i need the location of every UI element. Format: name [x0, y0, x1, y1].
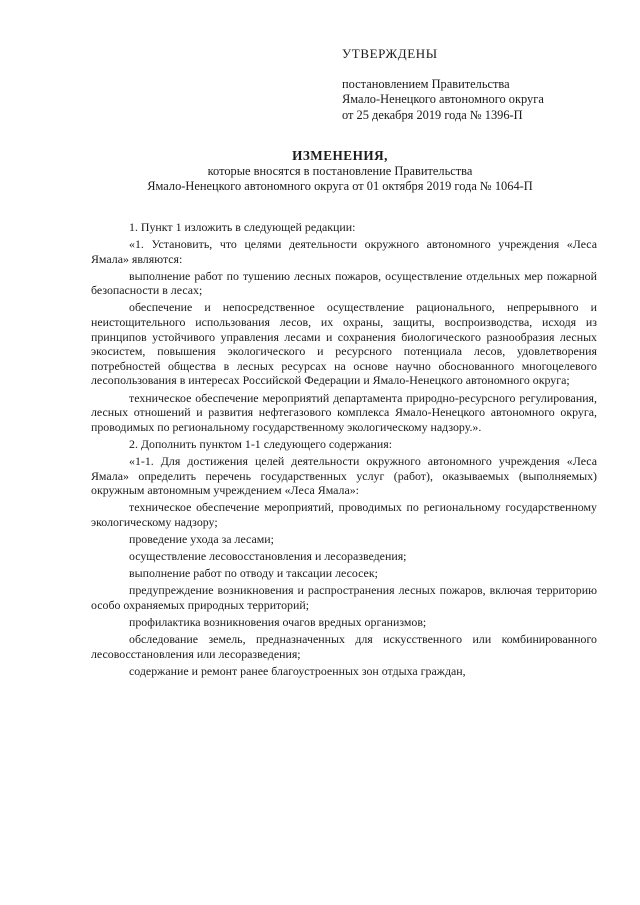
paragraph: техническое обеспечение мероприятий департамента природно-ресурсного регулирования, лесных отношений и развития нефтегазового комплекса Ямало-Ненецкого автономного округа, проводимых по региональному государственному экологическому надзору.». [91, 390, 597, 434]
paragraph: обследование земель, предназначенных для искусственного или комбинированного лесовосстановления или лесоразведения; [91, 631, 597, 661]
approval-line: Ямало-Ненецкого автономного округа [342, 92, 544, 106]
paragraph: профилактика возникновения очагов вредных организмов; [129, 614, 427, 629]
document-subtitle-line: Ямало-Ненецкого автономного округа от 01 октября 2019 года № 1064-П [147, 179, 533, 193]
paragraph: осуществление лесовосстановления и лесоразведения; [129, 548, 407, 563]
paragraph: «1. Установить, что целями деятельности окружного автономного учреждения «Леса Ямала» являются: [91, 237, 597, 266]
paragraph: техническое обеспечение мероприятий, проводимых по региональному государственному экологическому надзору; [91, 500, 597, 529]
paragraph: проведение ухода за лесами; [129, 531, 274, 546]
paragraph: «1-1. Для достижения целей деятельности окружного автономного учреждения «Леса Ямала» определить перечень государственных услуг (работ), оказываемых (выполняемых) окружным автономным учреждением «Леса Ямала»: [91, 453, 597, 498]
document-title-block [80, 148, 600, 195]
approval-line: постановлением Правительства [342, 76, 510, 91]
paragraph: предупреждение возникновения и распространения лесных пожаров, включая территорию особо охраняемых природных территорий; [91, 583, 597, 612]
document-body [91, 220, 597, 681]
approval-heading: УТВЕРЖДЕНЫ [342, 46, 438, 61]
approval-block [342, 46, 622, 123]
paragraph: 1. Пункт 1 изложить в следующей редакции: [129, 220, 356, 234]
paragraph: 2. Дополнить пунктом 1-1 следующего содержания: [129, 436, 393, 451]
document-subtitle-line: которые вносятся в постановление Правительства [207, 163, 473, 178]
paragraph: выполнение работ по тушению лесных пожаров, осуществление отдельных мер пожарной безопасности в лесах; [91, 268, 597, 298]
paragraph: выполнение работ по отводу и таксации лесосек; [129, 566, 378, 581]
paragraph: содержание и ремонт ранее благоустроенных зон отдыха граждан, [129, 663, 466, 678]
paragraph: обеспечение и непосредственное осуществление рационального, непрерывного и неистощительного использования лесов, их охраны, защиты, воспроизводства, исходя из принципов устойчивого управления лесами и сохранения биологического разнообразия лесных экосистем, повышения экологического и ресурсного потенциала лесов, удовлетворения потребностей общества в лесных ресурсах на основе научно обоснованного многоцелевого лесопользования в интересах Российской Федерации и Ямало-Ненецкого автономного округа; [91, 300, 597, 388]
approval-line: от 25 декабря 2019 года № 1396-П [342, 107, 523, 122]
document-title: ИЗМЕНЕНИЯ, [292, 148, 388, 163]
